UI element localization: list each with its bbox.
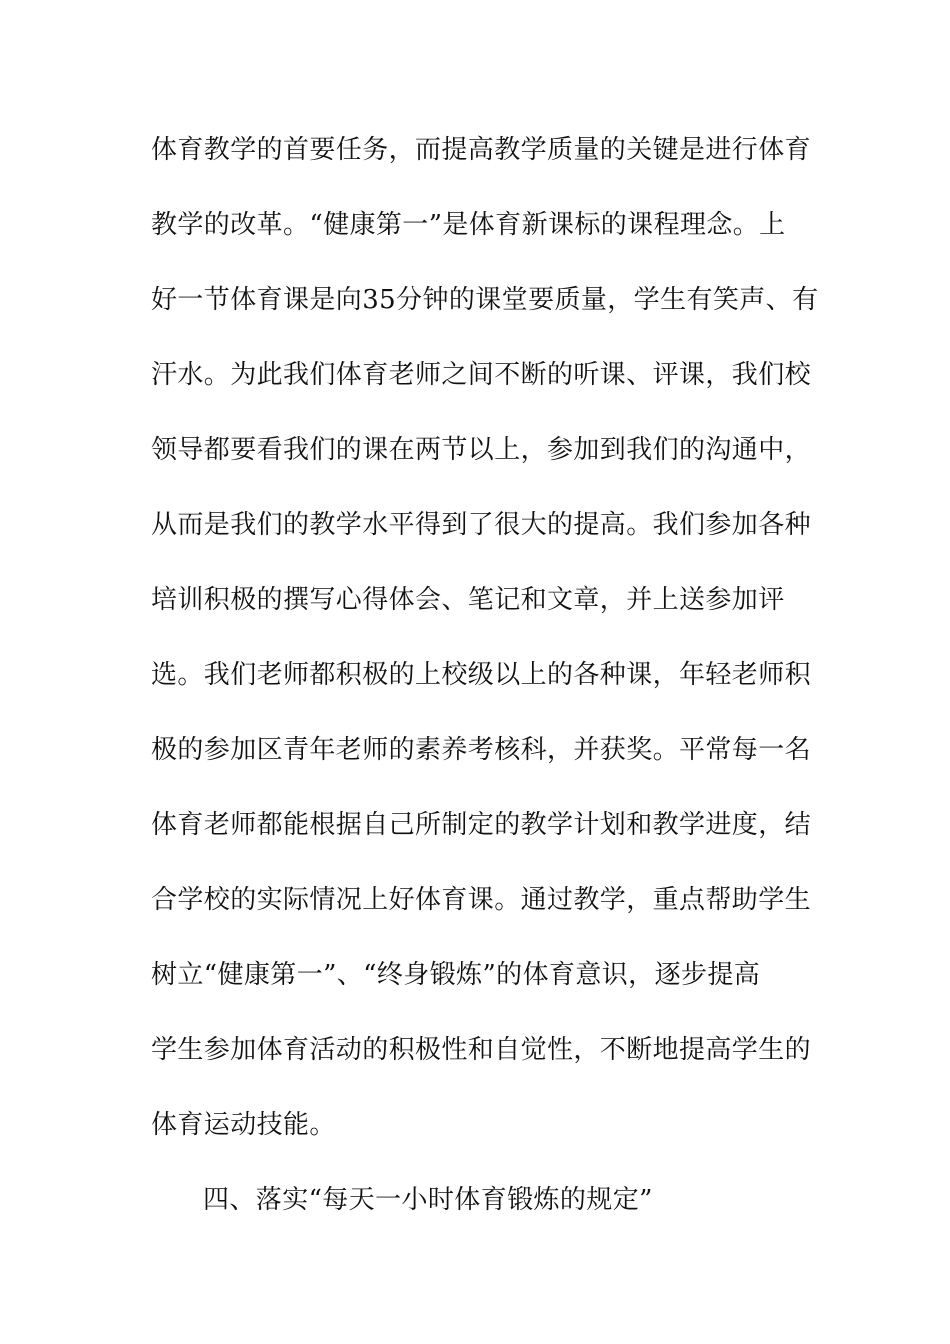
paragraph-line: 培训积极的撰写心得体会、笔记和文章，并上送参加评 xyxy=(151,585,785,615)
paragraph-line: 从而是我们的教学水平得到了很大的提高。我们参加各种 xyxy=(151,510,812,540)
paragraph-line: 汗水。为此我们体育老师之间不断的听课、评课，我们校 xyxy=(151,360,812,390)
paragraph-line: 体育运动技能。 xyxy=(151,1110,336,1140)
paragraph-line: 好一节体育课是向35分钟的课堂要质量，学生有笑声、有 xyxy=(151,285,819,315)
paragraph-line: 学生参加体育活动的积极性和自觉性，不断地提高学生的 xyxy=(151,1035,812,1065)
paragraph-line: 教学的改革。“健康第一”是体育新课标的课程理念。上 xyxy=(151,210,786,240)
paragraph-line: 极的参加区青年老师的素养考核科，并获奖。平常每一名 xyxy=(151,735,812,765)
paragraph-line: 树立“健康第一”、“终身锻炼”的体育意识，逐步提高 xyxy=(151,960,761,990)
paragraph-line: 体育老师都能根据自己所制定的教学计划和教学进度，结 xyxy=(151,810,812,840)
paragraph-line: 体育教学的首要任务，而提高教学质量的关键是进行体育 xyxy=(151,135,812,165)
section-heading: 四、落实“每天一小时体育锻炼的规定” xyxy=(203,1185,653,1215)
paragraph-line: 领导都要看我们的课在两节以上，参加到我们的沟通中， xyxy=(151,435,812,465)
paragraph-line: 合学校的实际情况上好体育课。通过教学，重点帮助学生 xyxy=(151,885,812,915)
paragraph-line: 选。我们老师都积极的上校级以上的各种课，年轻老师积 xyxy=(151,660,812,690)
